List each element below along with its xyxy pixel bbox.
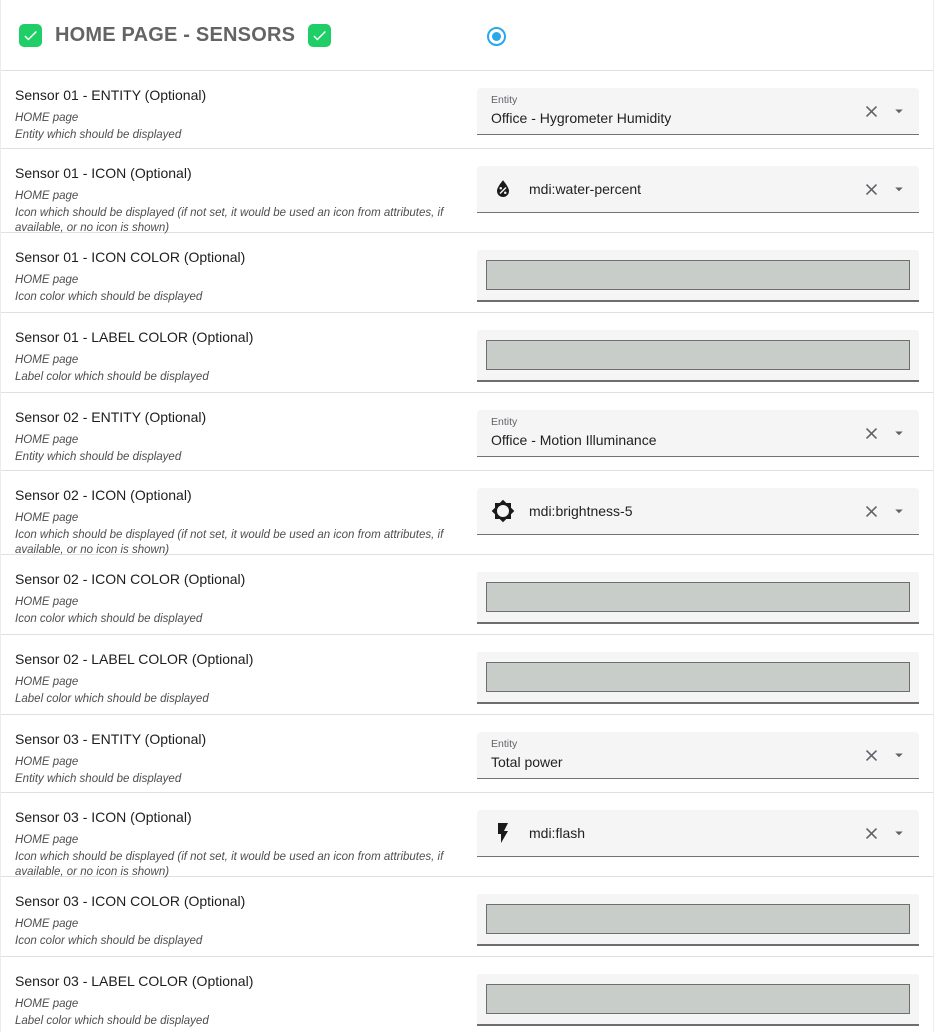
selected-radio[interactable] [487,27,506,46]
row-title: Sensor 01 - ICON (Optional) [15,165,192,181]
row-info [1,313,477,392]
field-label: Entity [491,738,518,750]
entity-select-field[interactable] [477,88,919,135]
row-title: Sensor 03 - ENTITY (Optional) [15,731,207,747]
row-context: HOME page [15,833,79,846]
row-title: Sensor 02 - LABEL COLOR (Optional) [15,651,254,667]
icon-select-field[interactable] [477,488,919,535]
row-control [477,793,919,876]
row-description: Icon which should be displayed (if not set, it would be used an icon from attributes, if available, or no icon is shown) [15,850,444,879]
entity-select-field[interactable] [477,410,919,457]
row-context: HOME page [15,755,79,768]
settings-row [1,554,933,634]
check-icon [308,24,331,47]
field-label: Entity [491,94,518,106]
check-icon [19,24,42,47]
row-context: HOME page [15,353,79,366]
row-info [1,877,477,956]
row-context: HOME page [15,433,79,446]
field-value: mdi:brightness-5 [529,503,633,519]
row-context: HOME page [15,675,79,688]
row-title: Sensor 01 - LABEL COLOR (Optional) [15,329,254,345]
row-title: Sensor 02 - ICON (Optional) [15,487,192,503]
row-info [1,233,477,312]
icon-select-field[interactable] [477,166,919,213]
row-control [477,715,919,792]
section-header [1,0,933,70]
row-context: HOME page [15,917,79,930]
settings-row [1,792,933,879]
dropdown-caret-icon[interactable] [885,97,913,125]
icon-select-field[interactable] [477,810,919,857]
row-info [1,471,477,557]
row-info [1,957,477,1036]
color-input-field [477,894,919,946]
row-context: HOME page [15,595,79,608]
row-control [477,555,919,634]
color-input-field [477,250,919,302]
row-context: HOME page [15,511,79,524]
color-swatch[interactable] [486,904,910,934]
row-description: Label color which should be displayed [15,692,209,705]
settings-row [1,232,933,312]
row-description: Icon which should be displayed (if not set, it would be used an icon from attributes, if available, or no icon is shown) [15,206,444,235]
dropdown-caret-icon[interactable] [885,175,913,203]
clear-icon[interactable] [857,497,885,525]
row-title: Sensor 01 - ENTITY (Optional) [15,87,207,103]
settings-row [1,634,933,714]
row-info [1,393,477,470]
color-swatch[interactable] [486,582,910,612]
dropdown-caret-icon[interactable] [885,819,913,847]
row-title: Sensor 03 - ICON (Optional) [15,809,192,825]
row-info [1,635,477,714]
row-control [477,471,919,554]
settings-row [1,876,933,956]
row-info [1,793,477,879]
settings-row [1,956,933,1036]
row-context: HOME page [15,273,79,286]
settings-row [1,470,933,557]
row-description: Entity which should be displayed [15,450,182,463]
dropdown-caret-icon[interactable] [885,741,913,769]
flash-icon [491,821,515,845]
row-info [1,555,477,634]
field-value: mdi:water-percent [529,181,642,197]
color-swatch[interactable] [486,260,910,290]
row-control [477,313,919,392]
row-description: Icon color which should be displayed [15,290,203,303]
settings-row [1,392,933,470]
clear-icon[interactable] [857,819,885,847]
row-control [477,957,919,1036]
clear-icon[interactable] [857,175,885,203]
row-title: Sensor 03 - LABEL COLOR (Optional) [15,973,254,989]
row-description: Entity which should be displayed [15,772,182,785]
dropdown-caret-icon[interactable] [885,419,913,447]
row-description: Label color which should be displayed [15,1014,209,1027]
row-description: Icon which should be displayed (if not set, it would be used an icon from attributes, if available, or no icon is shown) [15,528,444,557]
row-control [477,393,919,470]
radio-dot [492,32,501,41]
entity-select-field[interactable] [477,732,919,779]
field-value: Office - Motion Illuminance [491,431,657,448]
row-description: Icon color which should be displayed [15,612,203,625]
clear-icon[interactable] [857,419,885,447]
row-title: Sensor 01 - ICON COLOR (Optional) [15,249,246,265]
row-control [477,635,919,714]
row-context: HOME page [15,997,79,1010]
row-context: HOME page [15,189,79,202]
field-value: Total power [491,753,563,770]
field-value: mdi:flash [529,825,586,841]
color-swatch[interactable] [486,340,910,370]
row-title: Sensor 02 - ENTITY (Optional) [15,409,207,425]
row-control [477,149,919,232]
field-value: Office - Hygrometer Humidity [491,109,672,126]
row-title: Sensor 03 - ICON COLOR (Optional) [15,893,246,909]
row-description: Entity which should be displayed [15,128,182,141]
row-title: Sensor 02 - ICON COLOR (Optional) [15,571,246,587]
color-input-field [477,974,919,1026]
section-title: HOME PAGE - SENSORS [55,23,296,46]
row-info [1,715,477,792]
settings-row [1,312,933,392]
clear-icon[interactable] [857,97,885,125]
settings-row [1,148,933,235]
row-description: Icon color which should be displayed [15,934,203,947]
dropdown-caret-icon[interactable] [885,497,913,525]
color-input-field [477,330,919,382]
row-control [477,877,919,956]
brightness-5-icon [491,499,515,523]
row-info [1,149,477,235]
settings-row [1,70,933,148]
color-swatch[interactable] [486,984,910,1014]
water-percent-icon [491,177,515,201]
settings-list [1,70,933,1036]
row-control [477,233,919,312]
color-input-field [477,652,919,704]
row-info [1,71,477,148]
color-input-field [477,572,919,624]
color-swatch[interactable] [486,662,910,692]
row-context: HOME page [15,111,79,124]
clear-icon[interactable] [857,741,885,769]
row-description: Label color which should be displayed [15,370,209,383]
settings-row [1,714,933,792]
row-control [477,71,919,148]
field-label: Entity [491,416,518,428]
